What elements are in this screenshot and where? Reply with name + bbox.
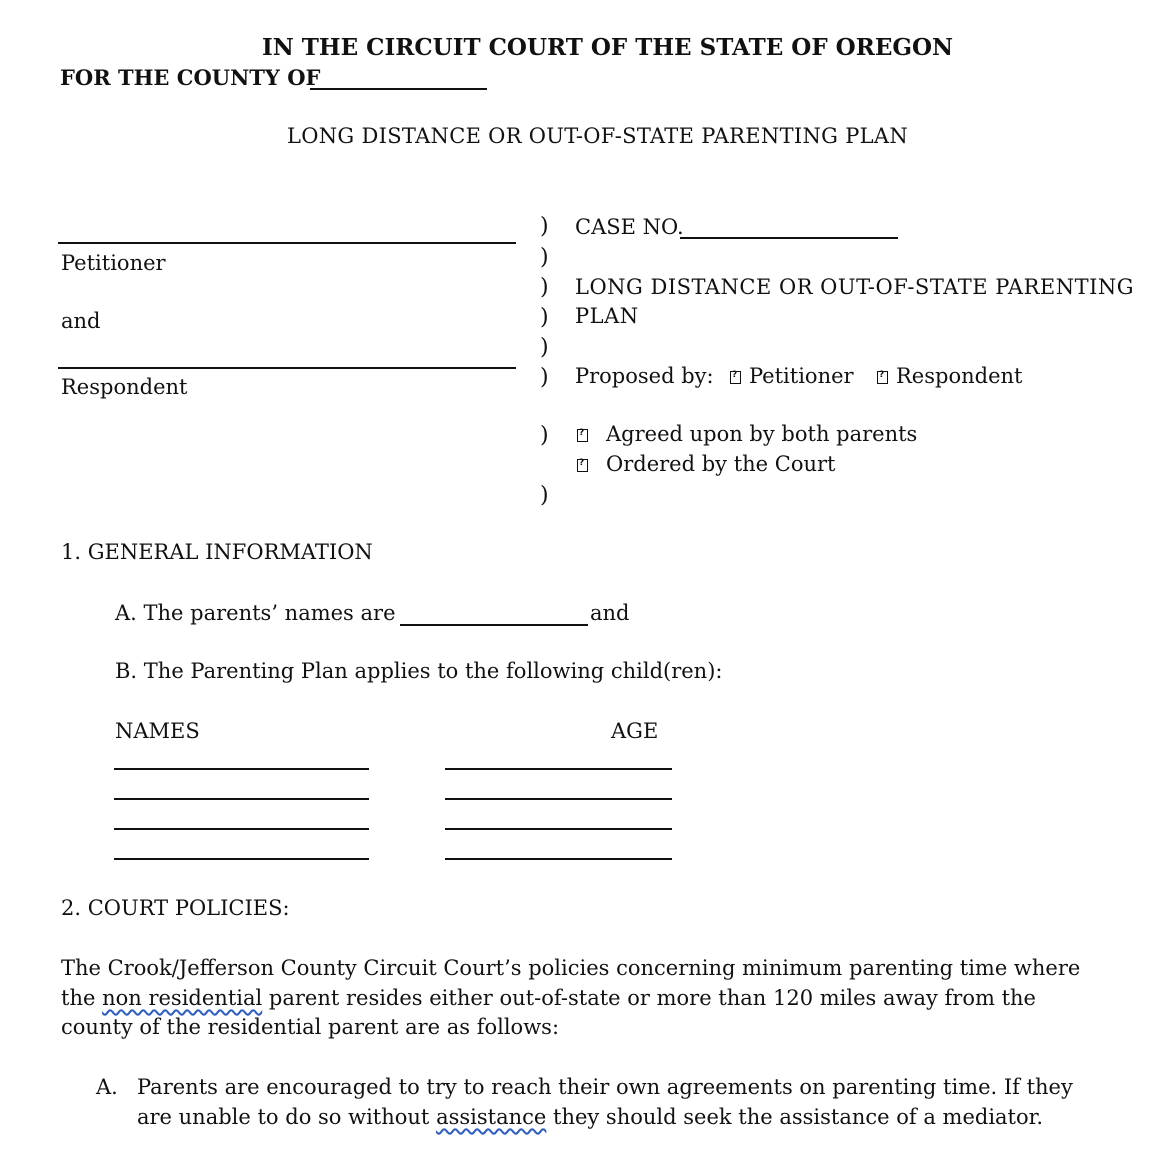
ordered-option[interactable] <box>577 454 835 475</box>
spellcheck-flagged-text: assistance <box>436 1105 547 1129</box>
proposed-respondent-option[interactable] <box>877 366 1022 387</box>
policy-paragraph-line3: county of the residential parent are as follows: <box>61 1015 560 1039</box>
petitioner-label: Petitioner <box>61 251 166 275</box>
option-label: Ordered by the Court <box>606 452 836 476</box>
paren-mark: ) <box>540 483 549 508</box>
spellcheck-flagged-text: non residential <box>102 986 263 1010</box>
agreed-option[interactable] <box>577 424 917 445</box>
policy-item-a-line2 <box>137 1107 1043 1128</box>
checkbox-icon[interactable] <box>730 371 741 384</box>
parents-names-prefix: A. The parents’ names are <box>115 601 396 625</box>
children-intro: B. The Parenting Plan applies to the following child(ren): <box>115 659 723 683</box>
plan-title-line2: PLAN <box>575 304 639 328</box>
checkbox-icon[interactable] <box>877 371 888 384</box>
paren-mark: ) <box>540 365 549 390</box>
child-age-field[interactable] <box>445 828 672 830</box>
court-heading: IN THE CIRCUIT COURT OF THE STATE OF OREGON <box>262 34 954 61</box>
policy-paragraph-line2 <box>61 988 1036 1009</box>
respondent-field[interactable] <box>58 367 516 369</box>
option-label: Petitioner <box>749 364 854 388</box>
case-number-label: CASE NO. <box>575 215 684 239</box>
proposed-petitioner-option[interactable] <box>730 366 854 387</box>
checkbox-icon[interactable] <box>577 429 588 442</box>
policy-item-a-line1: Parents are encouraged to try to reach their own agreements on parenting time. If they <box>137 1075 1073 1099</box>
option-label: Respondent <box>896 364 1023 388</box>
paren-mark: ) <box>540 214 549 239</box>
section1-heading: 1. GENERAL INFORMATION <box>61 540 373 564</box>
child-name-field[interactable] <box>114 768 369 770</box>
text-run: they should seek the assistance of a mediator. <box>553 1105 1044 1129</box>
policy-item-a-label: A. <box>96 1075 118 1099</box>
case-number-field[interactable] <box>680 237 898 239</box>
parents-names-field[interactable] <box>400 624 588 626</box>
child-name-field[interactable] <box>114 858 369 860</box>
and-label: and <box>61 309 101 333</box>
petitioner-field[interactable] <box>58 242 516 244</box>
county-label: FOR THE COUNTY OF <box>60 65 321 90</box>
section2-heading: 2. COURT POLICIES: <box>61 896 290 920</box>
text-run: are unable to do so without <box>137 1105 430 1129</box>
proposed-by-label: Proposed by: <box>575 364 714 388</box>
paren-mark: ) <box>540 335 549 360</box>
text-run: the <box>61 986 96 1010</box>
child-name-field[interactable] <box>114 828 369 830</box>
child-name-field[interactable] <box>114 798 369 800</box>
option-label: Agreed upon by both parents <box>606 422 918 446</box>
text-run: parent resides either out-of-state or more than 120 miles away from the <box>268 986 1036 1010</box>
parents-names-suffix: and <box>590 601 630 625</box>
paren-mark: ) <box>540 423 549 448</box>
paren-mark: ) <box>540 305 549 330</box>
paren-mark: ) <box>540 245 549 270</box>
child-age-field[interactable] <box>445 798 672 800</box>
policy-paragraph-line1: The Crook/Jefferson County Circuit Court’s policies concerning minimum parenting time where <box>61 956 1081 980</box>
paren-mark: ) <box>540 275 549 300</box>
county-field[interactable] <box>310 88 487 90</box>
document-title: LONG DISTANCE OR OUT-OF-STATE PARENTING PLAN <box>287 124 909 148</box>
plan-title-line1: LONG DISTANCE OR OUT-OF-STATE PARENTING <box>575 275 1135 299</box>
respondent-label: Respondent <box>61 375 188 399</box>
child-age-field[interactable] <box>445 768 672 770</box>
age-column-header: AGE <box>611 719 659 743</box>
child-age-field[interactable] <box>445 858 672 860</box>
checkbox-icon[interactable] <box>577 459 588 472</box>
names-column-header: NAMES <box>115 719 200 743</box>
